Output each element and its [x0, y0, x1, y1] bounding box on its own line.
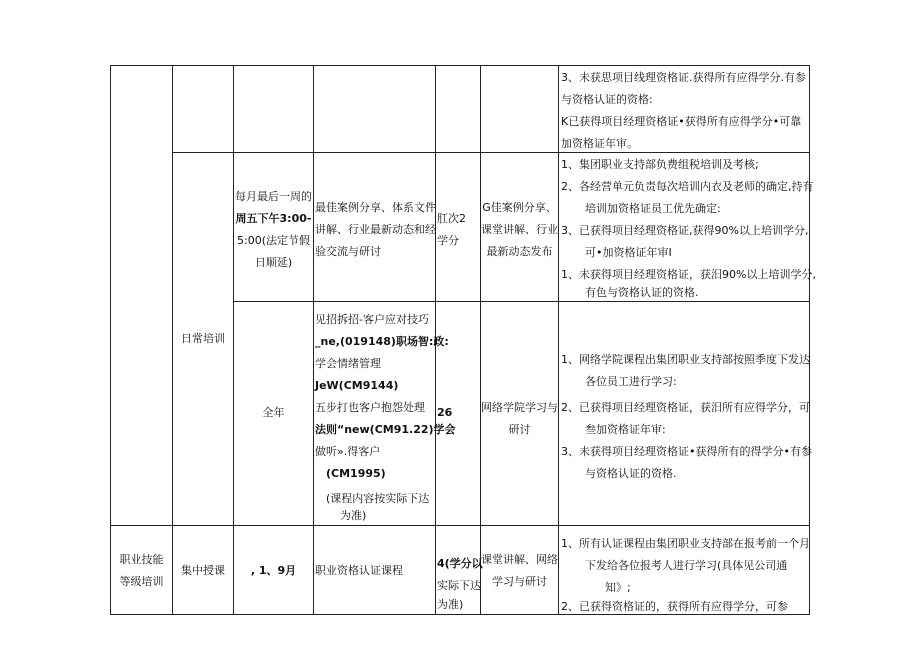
cell-line: 法则“new(CM91.22)学会: [315, 423, 456, 436]
cell-line: 做听».得客户: [315, 445, 381, 458]
cell-line: 研讨: [508, 423, 531, 436]
cell-skill-time: , 1、9月: [250, 564, 297, 577]
cell-line: 3、已获得项目经理资格证,获得90%以上培训学分,: [561, 224, 809, 237]
cell-line: 学会情绪管理: [315, 357, 381, 370]
cell-line: 2、各经营单元负责每次培训内衣及老师的确定,持有: [561, 180, 814, 193]
cell-line: 课堂讲解、行业: [481, 223, 558, 236]
cell-line: 5:00(法定节假: [237, 234, 310, 247]
col-divider: [233, 65, 234, 615]
cell-line: 与资格认证的资格:: [561, 93, 653, 106]
cell-line: _ne,(019148)职场智:政:: [315, 335, 449, 348]
table-border-top: [110, 65, 810, 66]
cell-line: 学习与研讨: [492, 575, 547, 588]
cell-line: 等级培训: [119, 575, 164, 588]
cell-line: (CM1995): [326, 467, 386, 480]
cell-line: 1、未获得项目经理资格证，获汨90%以上培训学分,: [561, 268, 816, 281]
cell-line: 1、网络学院课程出集团职业支持部按照季度下发达: [561, 353, 810, 366]
col-divider: [110, 65, 111, 615]
row-divider: [110, 525, 810, 526]
cell-line: (课程内容按实际下达: [326, 492, 430, 505]
cell-line: 日顺延): [254, 256, 293, 269]
cell-line: 每月最后一周的: [235, 190, 312, 203]
cell-line: 叁加资格证年审:: [585, 423, 666, 436]
category-daily-training: 日常培训: [181, 332, 225, 345]
row-divider: [233, 301, 810, 302]
cell-line: 学分: [437, 234, 459, 247]
cell-line: K已获得项目经理资格证•获得所有应得学分•可靠: [561, 115, 802, 128]
col-divider: [313, 65, 314, 615]
cell-line: 职业技能: [119, 553, 164, 566]
col-divider: [558, 65, 559, 615]
cell-line: 培训加资格证员工优先确定:: [585, 202, 721, 215]
cell-line: 为准): [340, 509, 367, 522]
cell-line: JeW(CM9144): [315, 379, 399, 392]
row-divider: [172, 152, 810, 153]
cell-line: 知》;: [605, 581, 631, 594]
cell-line: 3、未获思项目线理资格证.获得所有应得学分.有参: [561, 71, 806, 84]
cell-line: 周五下午3:00-: [235, 212, 312, 225]
cell-line: 见招拆招-客户应对技巧: [315, 313, 429, 326]
cell-line: 讲解、行业最新动态和经: [315, 223, 436, 236]
cell-line: 验交流与研讨: [315, 245, 381, 258]
cell-line: 有色与资格认证的资格.: [585, 286, 699, 299]
cell-line: 与资格认证的资格.: [585, 467, 677, 480]
cell-line: 肛次2: [437, 212, 466, 225]
cell-line: 为准): [437, 598, 464, 611]
cell-line: 网络学院学习与: [481, 401, 558, 414]
cell-line: 1、所有认证课程由集团职业支持部在报考前一个月: [561, 537, 810, 550]
cell-line: 加资格证年审。: [561, 137, 638, 150]
cell-line: 4(学分以: [437, 557, 483, 570]
cell-line: 2、已获得资格证的，获得所有应得学分，可参: [561, 600, 788, 613]
cell-line: 各位员工进行学习:: [585, 375, 677, 388]
cell-line: 最佳案例分享、体系文件: [315, 201, 436, 214]
cell-line: 五步打也客户抱怨处理: [315, 401, 425, 414]
cell-line: 3、未获得项目经理资格证•获得所有的得学分•有参: [561, 445, 812, 458]
cell-line: G佳案例分享、: [482, 201, 557, 214]
cell-skill-content: 职业资格认证课程: [315, 564, 403, 577]
cell-online-time: 全年: [262, 406, 285, 419]
cell-line: 可•加资格证年审I: [585, 246, 672, 259]
cell-skill-type: 集中授课: [181, 564, 225, 577]
cell-line: 2、已获得项目经理资格证，获汨所有应得学分，可: [561, 401, 810, 414]
cell-line: 实际下达: [437, 579, 481, 592]
col-divider: [480, 65, 481, 615]
cell-line: 课堂讲解、网络: [481, 553, 558, 566]
cell-line: 最新动态发布: [486, 245, 553, 258]
cell-line: 1、集团职业支持部负费组税培训及考核;: [561, 158, 759, 171]
cell-line: 下发给各位报考人进行学习(具体见公司通: [585, 559, 788, 572]
cell-online-credits: 26: [437, 406, 453, 419]
